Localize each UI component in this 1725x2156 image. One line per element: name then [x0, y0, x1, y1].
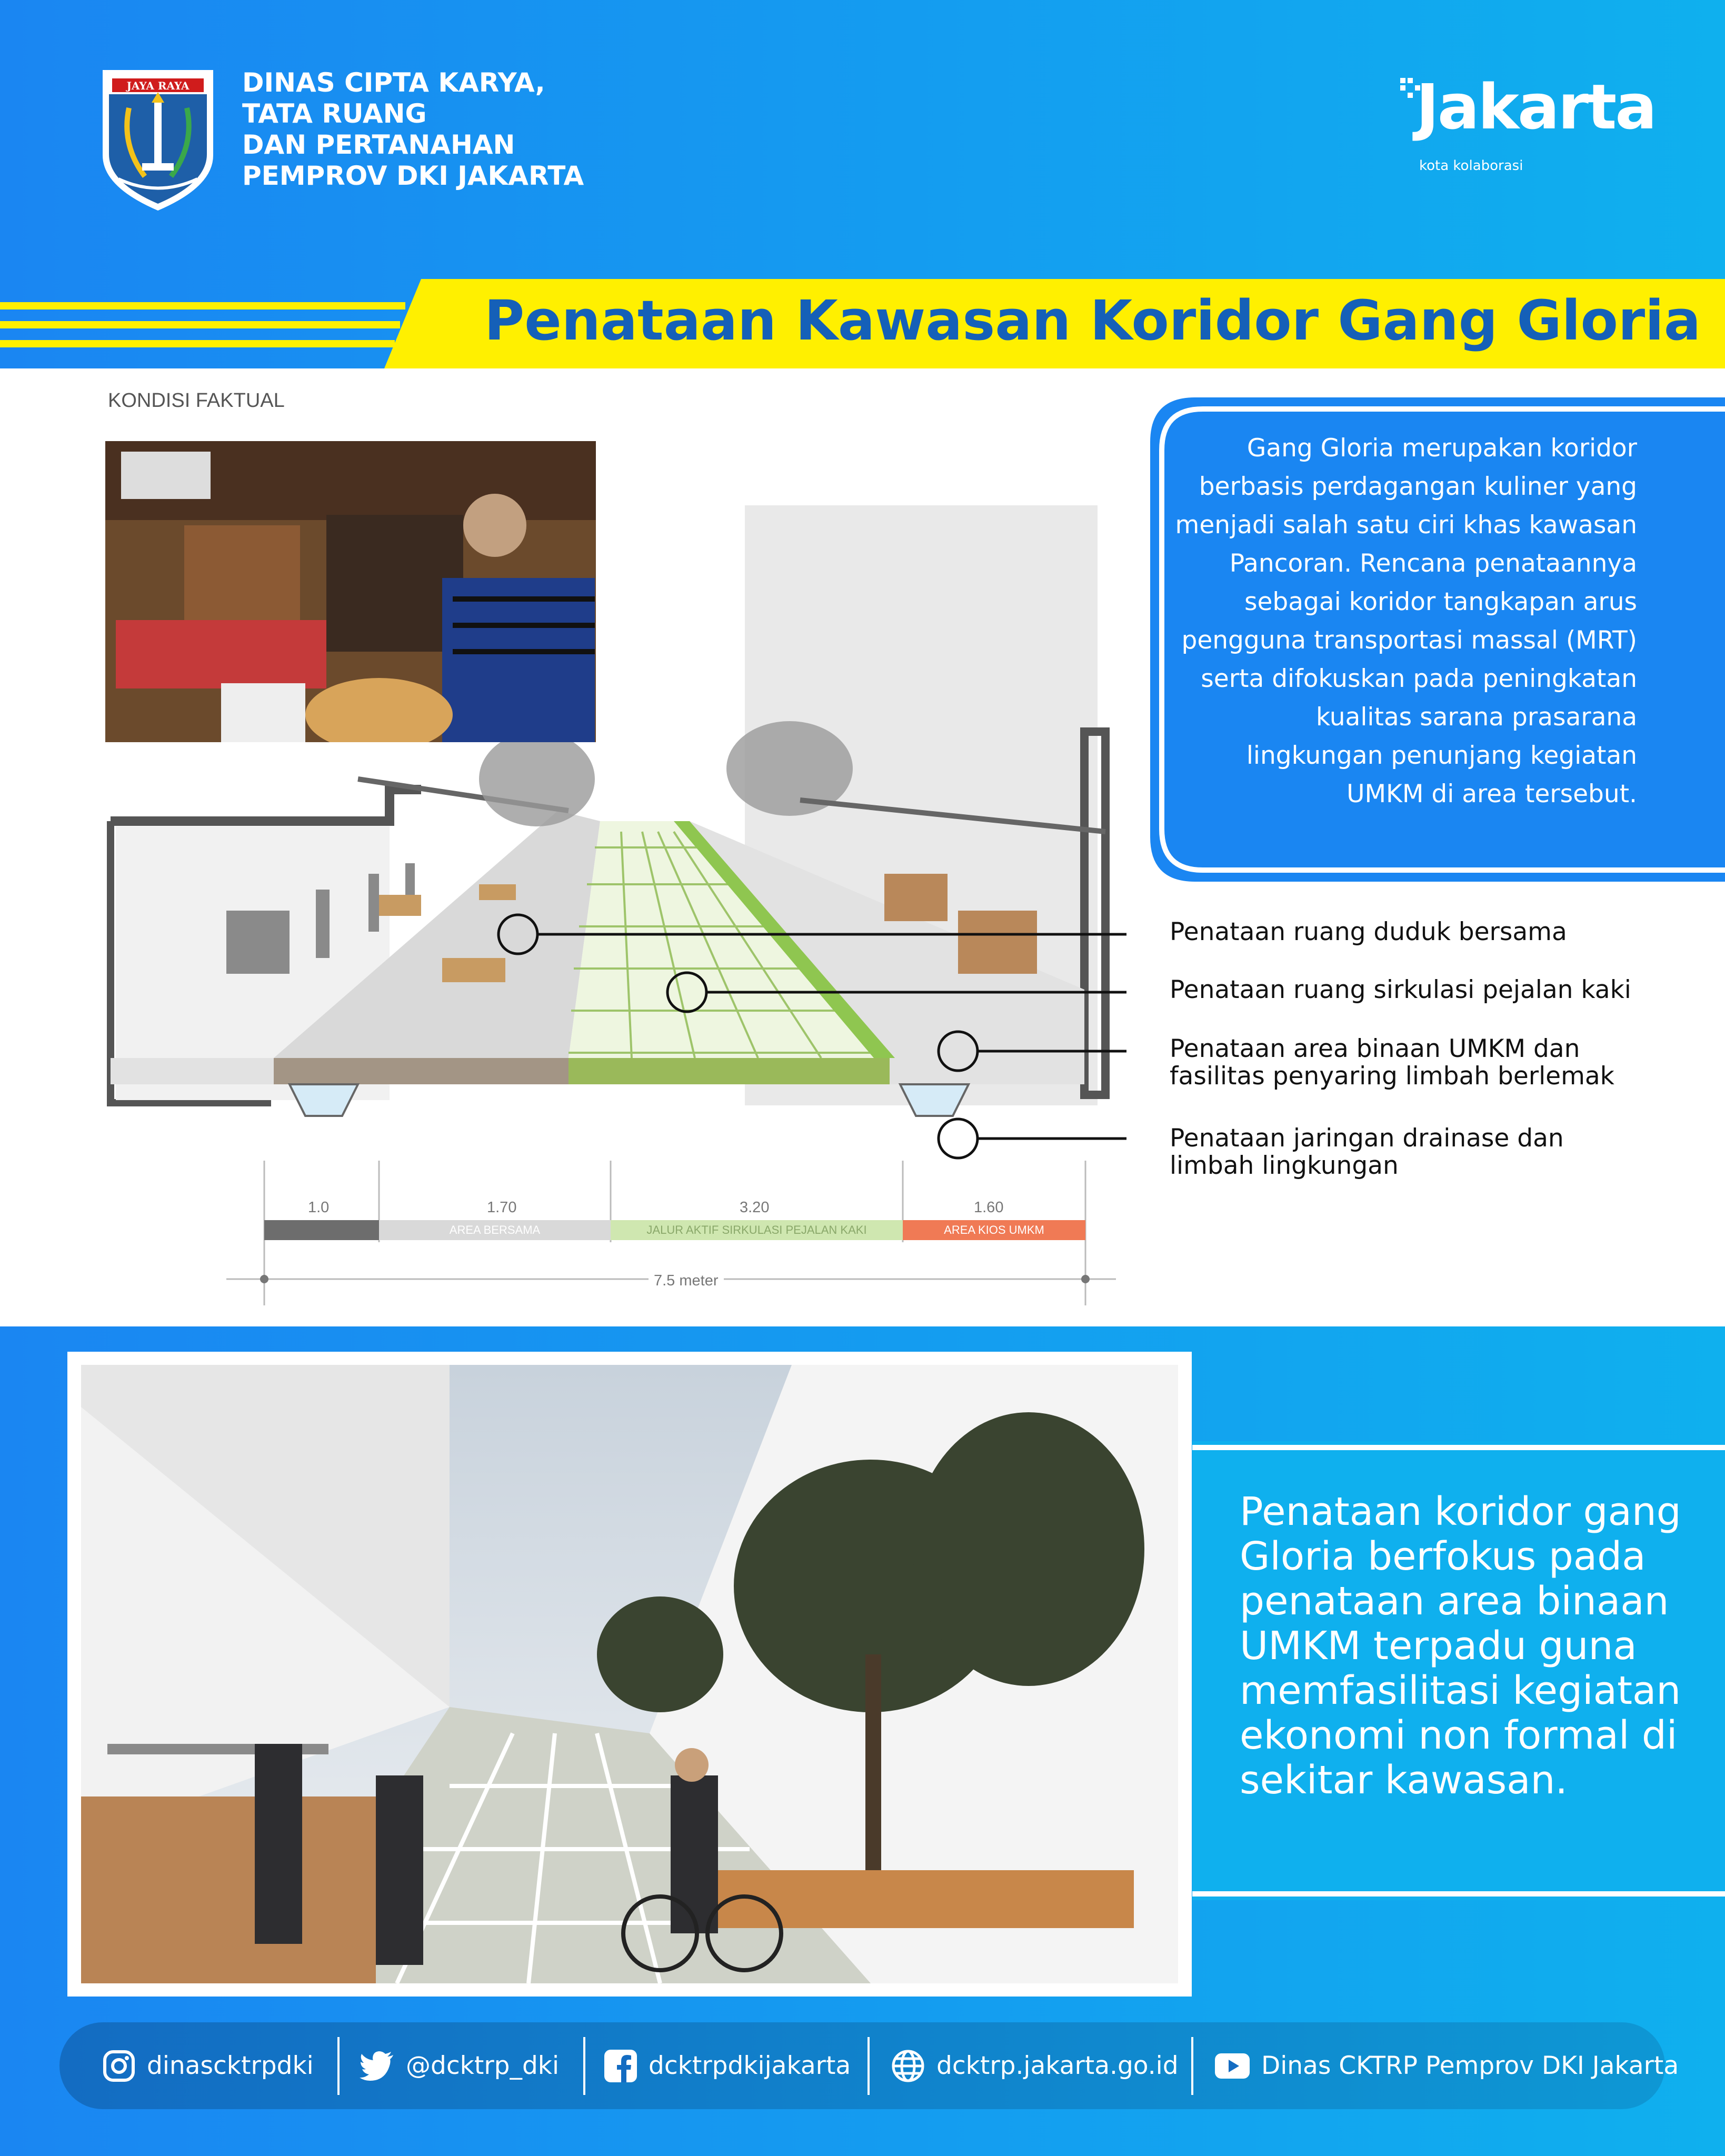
footer-website[interactable] [891, 2022, 1179, 2109]
callout-line: fasilitas penyaring limbah berlemak [1170, 1062, 1614, 1091]
footer-instagram[interactable] [103, 2022, 314, 2109]
crest-motto: JAYA RAYA [126, 79, 190, 92]
globe-icon [891, 2049, 925, 2083]
page-title: Penataan Kawasan Koridor Gang Gloria [484, 288, 1701, 353]
dimension-caption: JALUR AKTIF SIRKULASI PEJALAN KAKI [646, 1223, 867, 1236]
footer-youtube[interactable] [1215, 2022, 1679, 2109]
callout-line: Penataan jaringan drainase dan [1170, 1124, 1564, 1153]
dimension-value: 1.70 [487, 1199, 517, 1216]
agency-line: DINAS CIPTA KARYA, [242, 67, 545, 98]
facebook-icon [604, 2050, 637, 2082]
callout-line: limbah lingkungan [1170, 1151, 1399, 1180]
instagram-icon [103, 2050, 135, 2082]
corridor-render-image [81, 1365, 1178, 1983]
callout-drainage [1170, 1125, 1564, 1180]
dimension-bar-kiosk [903, 1220, 1085, 1240]
youtube-icon [1215, 2053, 1250, 2079]
social-footer [59, 2022, 1679, 2109]
dki-jakarta-crest-logo [97, 66, 218, 213]
highlight-text: Penataan koridor gang Gloria berfokus pada penataan area binaan UMKM terpadu guna memfasilitasi kegiatan ekonomi non formal di sekitar kawasan. [1240, 1489, 1681, 1803]
agency-line: TATA RUANG [242, 98, 427, 129]
footer-divider [868, 2037, 870, 2095]
callout-line: Penataan ruang duduk bersama [1170, 917, 1567, 946]
footer-label: Dinas CKTRP Pemprov DKI Jakarta [1261, 2051, 1679, 2080]
footer-label: dinascktrpdki [147, 2051, 314, 2080]
jakarta-tagline: kota kolaborasi [1419, 158, 1523, 174]
jakarta-brand-logo [1400, 71, 1656, 178]
dimension-value: 1.0 [308, 1199, 330, 1216]
dimension-value: 1.60 [974, 1199, 1004, 1216]
callout-line: Penataan ruang sirkulasi pejalan kaki [1170, 975, 1631, 1004]
twitter-icon [360, 2051, 394, 2081]
footer-label: dcktrpdkijakarta [649, 2051, 851, 2080]
jakarta-wordmark: Jakarta [1416, 71, 1656, 143]
callout-line: Penataan area binaan UMKM dan [1170, 1034, 1580, 1063]
callout-pedestrian-circulation [1170, 976, 1631, 1004]
dimension-caption: AREA KIOS UMKM [944, 1223, 1044, 1236]
footer-divider [337, 2037, 340, 2095]
footer-twitter[interactable] [360, 2022, 559, 2109]
dimension-bar-pedestrian [611, 1220, 903, 1240]
dimension-caption: AREA BERSAMA [449, 1223, 541, 1236]
photo-label: KONDISI FAKTUAL [108, 390, 285, 412]
dimension-bar-edge [264, 1220, 379, 1240]
dimension-bar-shared-area [379, 1220, 611, 1240]
footer-label: dcktrp.jakarta.go.id [936, 2051, 1179, 2080]
description-text: Gang Gloria merupakan koridor berbasis perdagangan kuliner yang menjadi salah satu ciri khas kawasan Pancoran. Rencana penataannya sebagai koridor tangkapan arus pengguna transportasi massal (MRT) serta difokuskan pada peningkatan kualitas sarana prasarana lingkungan penunjang kegiatan UMKM di area tersebut. [1175, 434, 1637, 808]
callout-umkm-area [1170, 1035, 1614, 1090]
agency-line: PEMPROV DKI JAKARTA [242, 161, 584, 191]
factual-condition-photo [105, 441, 596, 742]
agency-name [242, 67, 584, 192]
dimension-value: 3.20 [740, 1199, 770, 1216]
footer-divider [1191, 2037, 1193, 2095]
callout-shared-seating [1170, 919, 1567, 946]
footer-facebook[interactable] [604, 2022, 851, 2109]
total-width-label: 7.5 meter [649, 1272, 724, 1290]
footer-divider [583, 2037, 585, 2095]
agency-line: DAN PERTANAHAN [242, 129, 515, 160]
footer-label: @dcktrp_dki [406, 2051, 560, 2080]
